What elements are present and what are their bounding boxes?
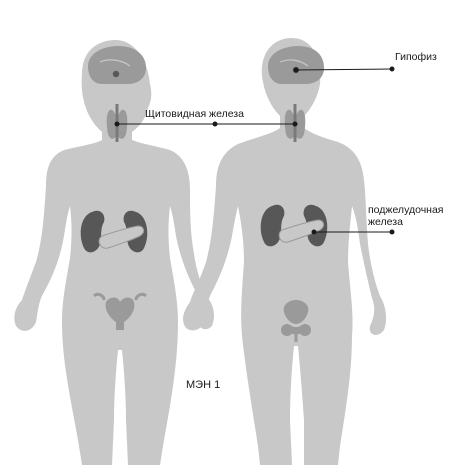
pituitary-label: Гипофиз	[395, 51, 437, 63]
thyroid-label: Щитовидная железа	[145, 108, 244, 120]
male-body	[183, 38, 386, 465]
pancreas-label	[368, 204, 444, 228]
brain	[88, 46, 146, 84]
caption: МЭН 1	[186, 379, 221, 391]
female-body	[14, 40, 214, 465]
pancreas-label-line2: железа	[368, 216, 403, 228]
testis-left	[281, 324, 293, 336]
pituitary	[113, 71, 119, 77]
testis-right	[299, 324, 311, 336]
pancreas-label-line1: поджелудочная	[368, 204, 444, 216]
